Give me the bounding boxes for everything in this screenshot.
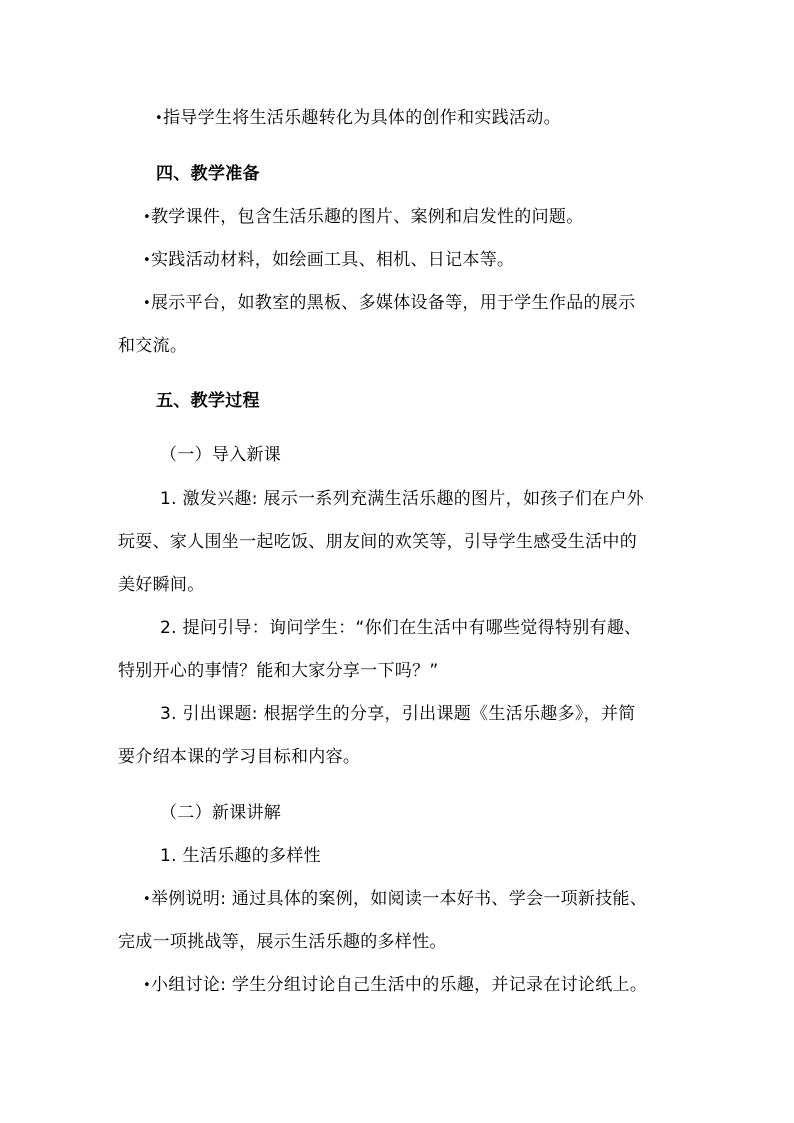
bullet-item (143, 292, 635, 315)
bullet-icon: • (143, 296, 151, 311)
bullet-item (143, 974, 647, 997)
text-line: 玩耍、家人围坐一起吃饭、朋友间的欢笑等，引导学生感受生活中的 (118, 532, 637, 552)
subsection-heading-1: （一）导入新课 (160, 445, 282, 465)
text-line: 指导学生将生活乐趣转化为具体的创作和实践活动。 (163, 108, 561, 128)
text-line: 3. 引出课题: 根据学生的分享，引出课题《生活乐趣多》，并简 (160, 704, 636, 724)
bullet-icon: • (143, 210, 151, 225)
text-line: 教学课件，包含生活乐趣的图片、案例和启发性的问题。 (151, 207, 584, 227)
bullet-icon: • (143, 253, 151, 268)
subsection-heading-2: （二）新课讲解 (160, 803, 282, 823)
bullet-item (143, 206, 584, 229)
text-line: 要介绍本课的学习目标和内容。 (118, 747, 361, 767)
text-line: 美好瞬间。 (118, 575, 205, 595)
bullet-item (155, 107, 561, 130)
text-line: 1. 生活乐趣的多样性 (160, 846, 321, 866)
text-line: 1. 激发兴趣: 展示一系列充满生活乐趣的图片，如孩子们在户外 (160, 489, 645, 509)
section-heading-5: 五、教学过程 (156, 391, 260, 411)
text-line: 特别开心的事情？能和大家分享一下吗？” (118, 661, 439, 681)
bullet-icon: • (143, 978, 151, 993)
text-line: 展示平台，如教室的黑板、多媒体设备等，用于学生作品的展示 (151, 293, 636, 313)
bullet-item (143, 888, 647, 911)
bullet-item (143, 249, 514, 272)
text-line: 和交流。 (118, 336, 188, 356)
bullet-icon: • (143, 892, 151, 907)
bullet-icon: • (155, 111, 163, 126)
text-line: 小组讨论: 学生分组讨论自己生活中的乐趣，并记录在讨论纸上。 (151, 975, 648, 995)
section-heading-4: 四、教学准备 (156, 164, 260, 184)
text-line: 举例说明: 通过具体的案例，如阅读一本好书、学会一项新技能、 (151, 889, 648, 909)
text-line: 完成一项挑战等，展示生活乐趣的多样性。 (118, 932, 447, 952)
text-line: 2. 提问引导：询问学生：“你们在生活中有哪些觉得特别有趣、 (160, 618, 642, 638)
text-line: 实践活动材料，如绘画工具、相机、日记本等。 (151, 250, 515, 270)
